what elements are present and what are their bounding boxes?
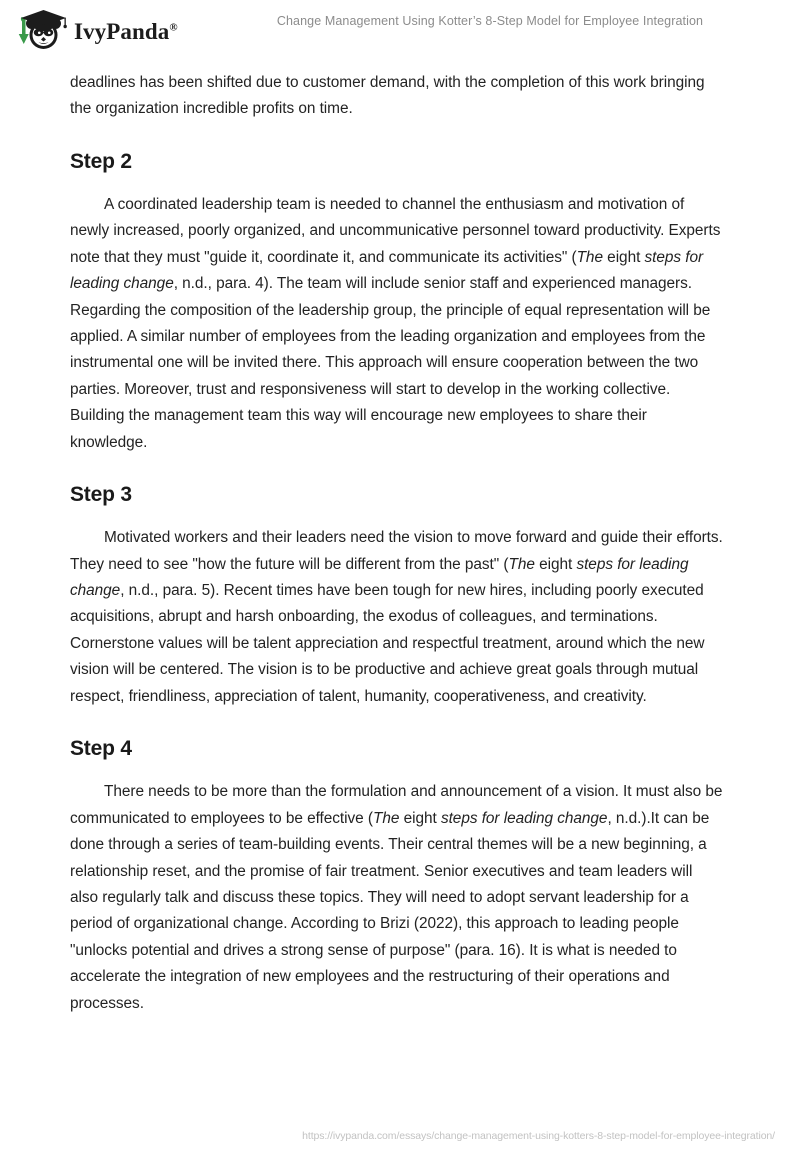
page-footer: [0, 1126, 800, 1144]
section-heading: Step 4: [70, 737, 132, 761]
italic-run: steps for leading change: [440, 809, 608, 827]
section-paragraph: [70, 525, 723, 710]
italic-run: The: [372, 809, 400, 827]
brand-name-text: IvyPanda: [74, 18, 170, 44]
italic-run: The: [508, 555, 535, 573]
brand-name: [74, 20, 178, 43]
text-run: eight: [602, 248, 645, 266]
text-run: A coordinated leadership team is needed to channel the enthusiasm and motivation of newly increased, poorly organized, and uncommunicative personnel toward productivity. Experts note that they must "guide it, coordinate it, and communicate its activities" (: [70, 196, 721, 266]
section-heading: Step 2: [70, 149, 132, 173]
text-run: eight: [399, 809, 441, 827]
section-paragraph: [70, 192, 723, 456]
document-title: Change Management Using Kotter’s 8-Step Model for Employee Integration: [276, 14, 704, 28]
text-run: There needs to be more than the formulation and announcement of a vision. It must also be communicated to employees to be effective (: [70, 783, 723, 827]
section-step-4: [70, 736, 723, 1017]
italic-run: The: [576, 248, 603, 266]
section-heading: Step 3: [70, 483, 132, 507]
text-run: , n.d., para. 4). The team will include senior staff and experienced managers. Regarding the composition of the leadership group, the principle of equal representation will be applied. A similar number of employees from the leading organization and employees from the instrumental one will be invited there. This approach will ensure cooperation between the two parties. Moreover, trust and responsiveness will start to develop in the working collective. Building the management team this way will encourage new employees to share their knowledge.: [70, 275, 711, 451]
section-step-2: [70, 149, 723, 456]
registered-trademark-symbol: ®: [169, 20, 178, 33]
section-list: [70, 149, 723, 1017]
text-run: Motivated workers and their leaders need the vision to move forward and guide their efforts. They need to see "how the future will be different from the past" (: [70, 529, 723, 573]
brand-logo-lockup[interactable]: [14, 7, 178, 53]
source-url[interactable]: https://ivypanda.com/essays/change-management-using-kotters-8-step-model-for-employee-integration/: [302, 1130, 775, 1142]
intro-paragraph: deadlines has been shifted due to customer demand, with the completion of this work bringing the organization incredible profits on time.: [70, 74, 705, 118]
text-run: eight: [534, 555, 577, 573]
section-paragraph: [70, 779, 723, 1017]
text-run: , n.d.).It can be done through a series of team-building events. Their central themes will be a new beginning, a relationship reset, and the promise of fair treatment. Senior executives and team leaders will also regularly talk and discuss these topics. They will need to adopt servant leadership for a period of organizational change. According to Brizi (2022), this approach to leading people "unlocks potential and drives a strong sense of purpose" (para. 16). It is what is needed to accelerate the integration of new employees and the restructuring of their operations and processes.: [70, 809, 710, 1012]
italic-run: steps for leading change: [70, 555, 689, 600]
section-step-3: [70, 482, 723, 710]
italic-run: steps for leading change: [70, 248, 704, 293]
document-body: [70, 70, 723, 1017]
panda-graduate-logo-icon: [14, 7, 68, 53]
page-header: [0, 0, 800, 60]
text-run: , n.d., para. 5). Recent times have been tough for new hires, including poorly executed acquisitions, abrupt and harsh onboarding, the exodus of colleagues, and terminations. Cornerstone values will be talent appreciation and respectful treatment, around which the new vision will be centered. The vision is to be productive and achieve great goals through mutual respect, friendliness, appreciation of talent, humanity, cooperativeness, and creativity.: [70, 582, 705, 705]
